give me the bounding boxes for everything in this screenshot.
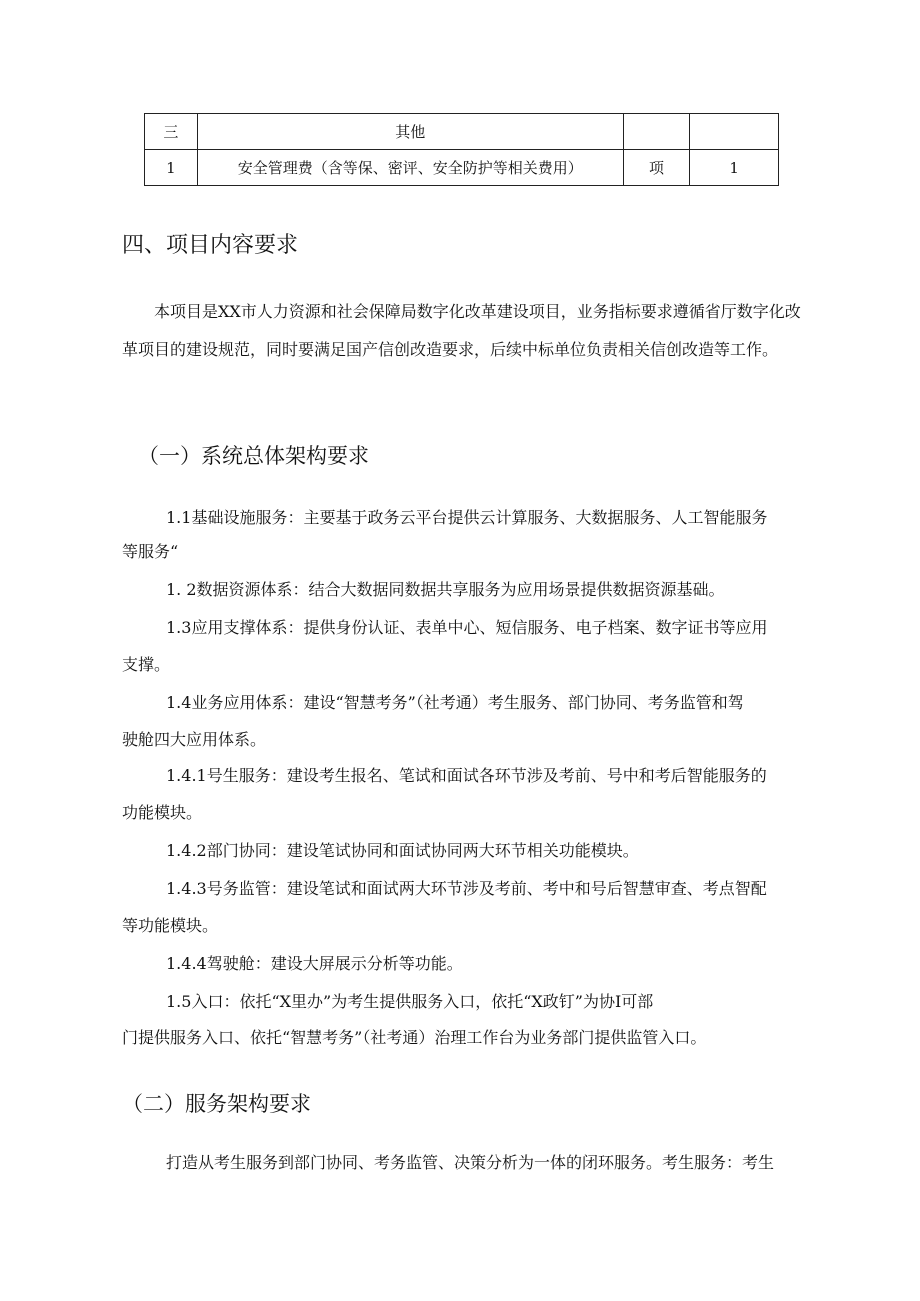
table-cell-no: 三: [145, 114, 198, 150]
text-line: 1. 2数据资源体系：结合大数据同数据共享服务为应用场景提供数据资源基础。: [166, 580, 725, 599]
text-line: 1.1基础设施服务：主要基于政务云平台提供云计算服务、大数据服务、人工智能服务: [166, 508, 768, 527]
text-line: 门提供服务入口、依托“智慧考务”（社考通）治理工作台为业务部门提供监管入口。: [122, 1028, 707, 1047]
text-line: 打造从考生服务到部门协同、考务监管、决策分析为一体的闭环服务。考生服务：考生: [166, 1153, 775, 1172]
text-line: 1.4.1号生服务：建设考生报名、笔试和面试各环节涉及考前、号中和考后智能服务的: [166, 766, 767, 785]
table-row: [145, 150, 779, 186]
text-line: 等功能模块。: [122, 916, 219, 935]
table-cell-unit: [623, 114, 690, 150]
text-line: 1.5入口：依托“X里办”为考生提供服务入口，依托“X政钉”为协I可部: [166, 992, 654, 1011]
subsection-heading: （一）系统总体架构要求: [138, 444, 369, 468]
table-cell-name: 安全管理费（含等保、密评、安全防护等相关费用）: [197, 150, 623, 186]
table-cell-name: 其他: [197, 114, 623, 150]
table-cell-unit: 项: [623, 150, 690, 186]
table-cell-qty: [690, 114, 779, 150]
section-intro-paragraph: 本项目是XX市人力资源和社会保障局数字化改革建设项目，业务指标要求遵循省厅数字化改革项目的建设规范，同时要满足国产信创改造要求，后续中标单位负责相关信创改造等工作。: [122, 302, 801, 359]
subsection-heading: （二）服务架构要求: [122, 1092, 311, 1116]
table-cell-no: 1: [145, 150, 198, 186]
table-row: [145, 114, 779, 150]
text-line: 等服务“: [122, 542, 179, 561]
text-line: 支撑。: [122, 655, 171, 674]
text-line: 1.3应用支撑体系：提供身份认证、表单中心、短信服务、电子档案、数字证书等应用: [166, 618, 768, 637]
text-line: 1.4业务应用体系：建设“智慧考务”（社考通）考生服务、部门协同、考务监管和驾: [166, 693, 744, 712]
table-cell-qty: 1: [690, 150, 779, 186]
text-line: 1.4.2部门协同：建设笔试协同和面试协同两大环节相关功能模块。: [166, 841, 639, 860]
section-heading: 四、项目内容要求: [122, 233, 299, 258]
text-line: 1.4.4驾驶舱：建设大屏展示分析等功能。: [166, 954, 463, 973]
text-line: 驶舱四大应用体系。: [122, 730, 267, 749]
budget-table: [144, 113, 779, 186]
text-line: 功能模块。: [122, 803, 203, 822]
text-line: 1.4.3号务监管：建设笔试和面试两大环节涉及考前、考中和号后智慧审查、考点智配: [166, 879, 767, 898]
